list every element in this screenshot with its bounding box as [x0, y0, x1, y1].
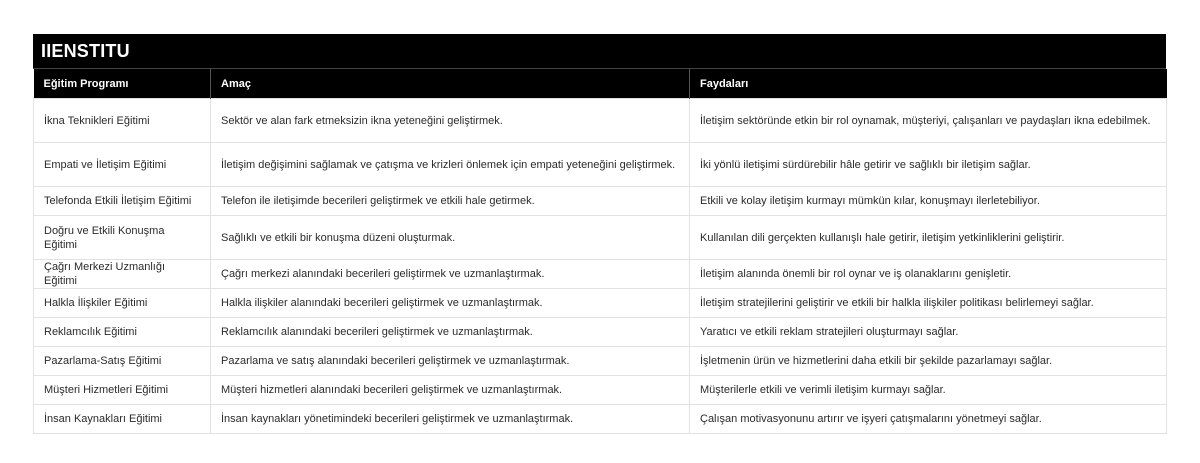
cell-program: Doğru ve Etkili Konuşma Eğitimi	[34, 216, 211, 260]
cell-purpose: Reklamcılık alanındaki becerileri geliştirmek ve uzmanlaştırmak.	[211, 318, 690, 347]
cell-program: Empati ve İletişim Eğitimi	[34, 143, 211, 187]
cell-purpose: Müşteri hizmetleri alanındaki becerileri geliştirmek ve uzmanlaştırmak.	[211, 376, 690, 405]
cell-program: Pazarlama-Satış Eğitimi	[34, 347, 211, 376]
cell-program: İkna Teknikleri Eğitimi	[34, 99, 211, 143]
cell-purpose: İnsan kaynakları yönetimindeki becerileri geliştirmek ve uzmanlaştırmak.	[211, 405, 690, 434]
table-row	[34, 99, 1167, 143]
table-row	[34, 347, 1167, 376]
cell-program: İnsan Kaynakları Eğitimi	[34, 405, 211, 434]
brand-title: IIENSTITU	[33, 34, 1166, 69]
cell-purpose: Halkla ilişkiler alanındaki becerileri geliştirmek ve uzmanlaştırmak.	[211, 289, 690, 318]
table-row	[34, 187, 1167, 216]
table-row	[34, 143, 1167, 187]
cell-purpose: Çağrı merkezi alanındaki becerileri geliştirmek ve uzmanlaştırmak.	[211, 260, 690, 289]
cell-program: Telefonda Etkili İletişim Eğitimi	[34, 187, 211, 216]
cell-benefits: Yaratıcı ve etkili reklam stratejileri oluşturmayı sağlar.	[690, 318, 1167, 347]
cell-purpose: İletişim değişimini sağlamak ve çatışma ve krizleri önlemek için empati yeteneğini geliştirmek.	[211, 143, 690, 187]
table-row	[34, 376, 1167, 405]
header-benefits: Faydaları	[690, 69, 1167, 99]
cell-purpose: Sağlıklı ve etkili bir konuşma düzeni oluşturmak.	[211, 216, 690, 260]
cell-program: Reklamcılık Eğitimi	[34, 318, 211, 347]
cell-benefits: İletişim sektöründe etkin bir rol oynamak, müşteriyi, çalışanları ve paydaşları ikna edebilmek.	[690, 99, 1167, 143]
cell-benefits: İşletmenin ürün ve hizmetlerini daha etkili bir şekilde pazarlamayı sağlar.	[690, 347, 1167, 376]
table-row	[34, 260, 1167, 289]
content-wrapper	[33, 34, 1166, 434]
cell-program: Müşteri Hizmetleri Eğitimi	[34, 376, 211, 405]
cell-benefits: İletişim alanında önemli bir rol oynar ve iş olanaklarını genişletir.	[690, 260, 1167, 289]
cell-purpose: Pazarlama ve satış alanındaki becerileri geliştirmek ve uzmanlaştırmak.	[211, 347, 690, 376]
cell-purpose: Sektör ve alan fark etmeksizin ikna yeteneğini geliştirmek.	[211, 99, 690, 143]
training-table	[33, 69, 1167, 434]
cell-benefits: İletişim stratejilerini geliştirir ve etkili bir halkla ilişkiler politikası belirlemeyi sağlar.	[690, 289, 1167, 318]
cell-benefits: İki yönlü iletişimi sürdürebilir hâle getirir ve sağlıklı bir iletişim sağlar.	[690, 143, 1167, 187]
header-purpose: Amaç	[211, 69, 690, 99]
cell-program: Halkla İlişkiler Eğitimi	[34, 289, 211, 318]
table-header-row	[34, 69, 1167, 99]
table-row	[34, 216, 1167, 260]
cell-program: Çağrı Merkezi Uzmanlığı Eğitimi	[34, 260, 211, 289]
table-row	[34, 318, 1167, 347]
cell-benefits: Müşterilerle etkili ve verimli iletişim kurmayı sağlar.	[690, 376, 1167, 405]
table-row	[34, 405, 1167, 434]
table-row	[34, 289, 1167, 318]
cell-benefits: Kullanılan dili gerçekten kullanışlı hale getirir, iletişim yetkinliklerini geliştirir.	[690, 216, 1167, 260]
header-program: Eğitim Programı	[34, 69, 211, 99]
cell-benefits: Çalışan motivasyonunu artırır ve işyeri çatışmalarını yönetmeyi sağlar.	[690, 405, 1167, 434]
cell-purpose: Telefon ile iletişimde becerileri geliştirmek ve etkili hale getirmek.	[211, 187, 690, 216]
cell-benefits: Etkili ve kolay iletişim kurmayı mümkün kılar, konuşmayı ilerletebiliyor.	[690, 187, 1167, 216]
